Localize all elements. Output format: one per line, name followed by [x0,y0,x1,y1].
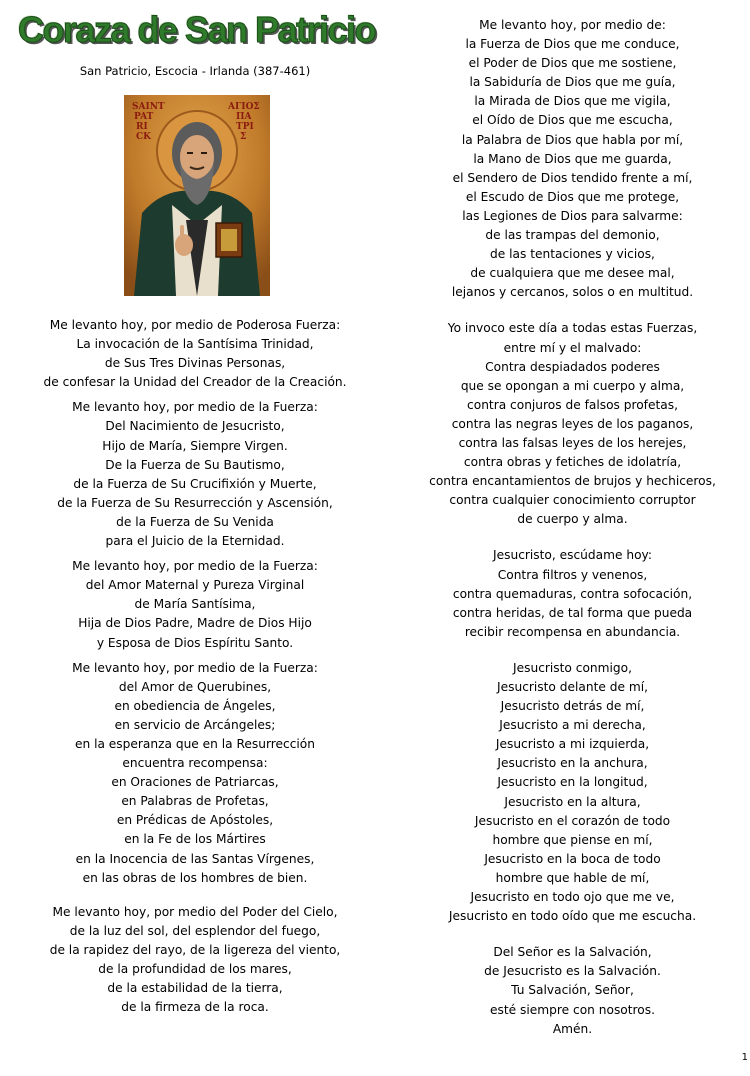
verse-line: Jesucristo en la boca de todo [484,851,661,866]
verse-line: de María Santísima, [134,597,256,612]
verse-line: Me levanto hoy, por medio de la Fuerza: [72,559,318,574]
verse-line: Del Nacimiento de Jesucristo, [105,419,285,434]
verse-line: Jesucristo a mi izquierda, [495,737,650,752]
verse-line: Me levanto hoy, por medio del Poder del Cielo, [52,904,338,919]
inscription-left-1: SAINT [132,102,165,112]
verse-line: Jesucristo en el corazón de todo [474,813,671,828]
verse-line: Hijo de María, Siempre Virgen. [102,438,288,453]
verse-line: en la Fe de los Mártires [124,832,266,847]
verse-line: las Legiones de Dios para salvarme: [462,208,683,223]
verse-line: contra cualquier conocimiento corruptor [449,493,696,508]
saint-patrick-icon [124,95,270,296]
left-column [0,316,390,1017]
verse-line: hombre que piense en mí, [492,832,653,847]
verse-line: de cualquiera que me desee mal, [470,266,675,281]
verse-line: la Fuerza de Dios que me conduce, [465,37,680,52]
verse-line: en las obras de los hombres de bien. [82,870,308,885]
inscription-right-1: ΑΓΙΟΣ [228,102,260,112]
verse-line: contra las falsas leyes de los herejes, [458,435,687,450]
verse-line: de la firmeza de la roca. [121,1000,269,1015]
verse-line: lejanos y cercanos, solos o en multitud. [451,285,694,300]
stanza [395,16,750,302]
verse-line: Jesucristo en la longitud, [497,775,648,790]
verse-line: en servicio de Arcángeles; [114,717,276,732]
verse-line: Jesucristo en la altura, [504,794,641,809]
stanza [0,316,390,392]
inscription-right-2: ΠΑ [236,112,252,122]
page-title: Coraza de San Patricio [18,9,376,50]
stanza [0,659,390,888]
verse-line: de las tentaciones y vicios, [490,247,655,262]
verse-line: encuentra recompensa: [122,756,268,771]
verse-line: Jesucristo, escúdame hoy: [493,548,652,563]
verse-line: hombre que hable de mí, [495,870,650,885]
verse-line: De la Fuerza de Su Bautismo, [105,457,285,472]
verse-line: el Escudo de Dios que me protege, [465,189,680,204]
inscription-right-3: ΤΡΙ [236,122,254,132]
verse-line: en Palabras de Profetas, [121,794,269,809]
verse-line: Del Señor es la Salvación, [493,945,652,960]
verse-line: La invocación de la Santísima Trinidad, [76,337,314,352]
verse-line: Jesucristo a mi derecha, [499,718,646,733]
verse-line: Amén. [552,1021,593,1036]
verse-line: la Mirada de Dios que me vigila, [474,94,671,109]
verse-line: del Amor Maternal y Pureza Virginal [85,578,305,593]
stanza [0,557,390,652]
stanza [0,903,390,1018]
stanza [395,319,750,529]
inscription-left-2: PAT [134,112,154,122]
verse-line: de la Fuerza de Su Resurrección y Ascensión, [57,495,333,510]
verse-line: de cuerpo y alma. [517,512,628,527]
verse-line: contra heridas, de tal forma que pueda [452,605,693,620]
verse-line: la Palabra de Dios que habla por mí, [461,132,684,147]
verse-line: Contra despiadados poderes [485,359,660,374]
verse-line: el Poder de Dios que me sostiene, [468,56,677,71]
verse-line: Contra filtros y venenos, [497,567,648,582]
verse-line: en la Inocencia de las Santas Vírgenes, [75,851,315,866]
stanza [0,398,390,551]
verse-line: esté siempre con nosotros. [490,1002,655,1017]
verse-line: Tu Salvación, Señor, [511,983,634,998]
inscription-left-3: RI [136,122,148,132]
verse-line: el Sendero de Dios tendido frente a mí, [452,170,693,185]
stanza [395,546,750,641]
verse-line: contra quemaduras, contra sofocación, [452,586,693,601]
verse-line: de Sus Tres Divinas Personas, [104,356,286,371]
verse-line: contra encantamientos de brujos y hechiceros, [429,474,716,489]
verse-line: contra las negras leyes de los paganos, [451,416,694,431]
verse-line: en la esperanza que en la Resurrección [74,736,315,751]
verse-line: Jesucristo en la anchura, [497,756,648,771]
page-number: 1 [741,1052,748,1063]
verse-line: de Jesucristo es la Salvación. [484,964,661,979]
verse-line: Jesucristo delante de mí, [497,680,648,694]
verse-line: Me levanto hoy, por medio de la Fuerza: [72,660,318,675]
verse-line: para el Juicio de la Eternidad. [105,534,285,549]
verse-line: recibir recompensa en abundancia. [464,624,681,639]
verse-line: Jesucristo conmigo, [513,660,632,675]
verse-line: de la profundidad de los mares, [98,962,292,976]
stanza [395,659,750,926]
verse-line: Me levanto hoy, por medio de: [479,18,666,32]
verse-line: Yo invoco este día a todas estas Fuerzas, [447,321,698,336]
verse-line: la Mano de Dios que me guarda, [473,151,672,166]
verse-line: Me levanto hoy, por medio de la Fuerza: [72,400,318,415]
verse-line: Jesucristo en todo ojo que me ve, [470,890,675,905]
verse-line: Me levanto hoy, por medio de Poderosa Fuerza: [49,318,341,332]
verse-line: entre mí y el malvado: [503,340,642,355]
verse-line: que se opongan a mi cuerpo y alma, [460,378,685,393]
verse-line: Hija de Dios Padre, Madre de Dios Hijo [78,616,312,631]
verse-line: de la estabilidad de la tierra, [107,981,283,996]
verse-line: de las trampas del demonio, [485,228,660,243]
subtitle: San Patricio, Escocia - Irlanda (387-461) [79,64,311,78]
verse-line: contra obras y fetiches de idolatría, [463,455,682,470]
verse-line: de confesar la Unidad del Creador de la Creación. [43,375,347,390]
verse-line: el Oído de Dios que me escucha, [472,113,673,128]
verse-line: en obediencia de Ángeles, [114,698,276,713]
right-column [395,16,750,1039]
verse-line: contra conjuros de falsos profetas, [467,397,678,412]
verse-line: de la Fuerza de Su Venida [116,514,274,529]
verse-line: la Sabiduría de Dios que me guía, [469,75,676,90]
verse-line: en Prédicas de Apóstoles, [116,813,274,828]
verse-line: de la rapidez del rayo, de la ligereza del viento, [49,942,341,957]
verse-line: del Amor de Querubines, [118,679,272,694]
verse-line: de la luz del sol, del esplendor del fuego, [69,923,321,938]
verse-line: de la Fuerza de Su Crucifixión y Muerte, [73,476,317,491]
verse-line: Jesucristo detrás de mí, [500,699,645,714]
verse-line: y Esposa de Dios Espíritu Santo. [96,635,294,650]
inscription-left-4: CK [136,132,151,142]
verse-line: Jesucristo en todo oído que me escucha. [448,909,697,924]
inscription-right-4: Σ [240,132,247,142]
verse-line: en Oraciones de Patriarcas, [111,775,279,790]
stanza [395,943,750,1038]
